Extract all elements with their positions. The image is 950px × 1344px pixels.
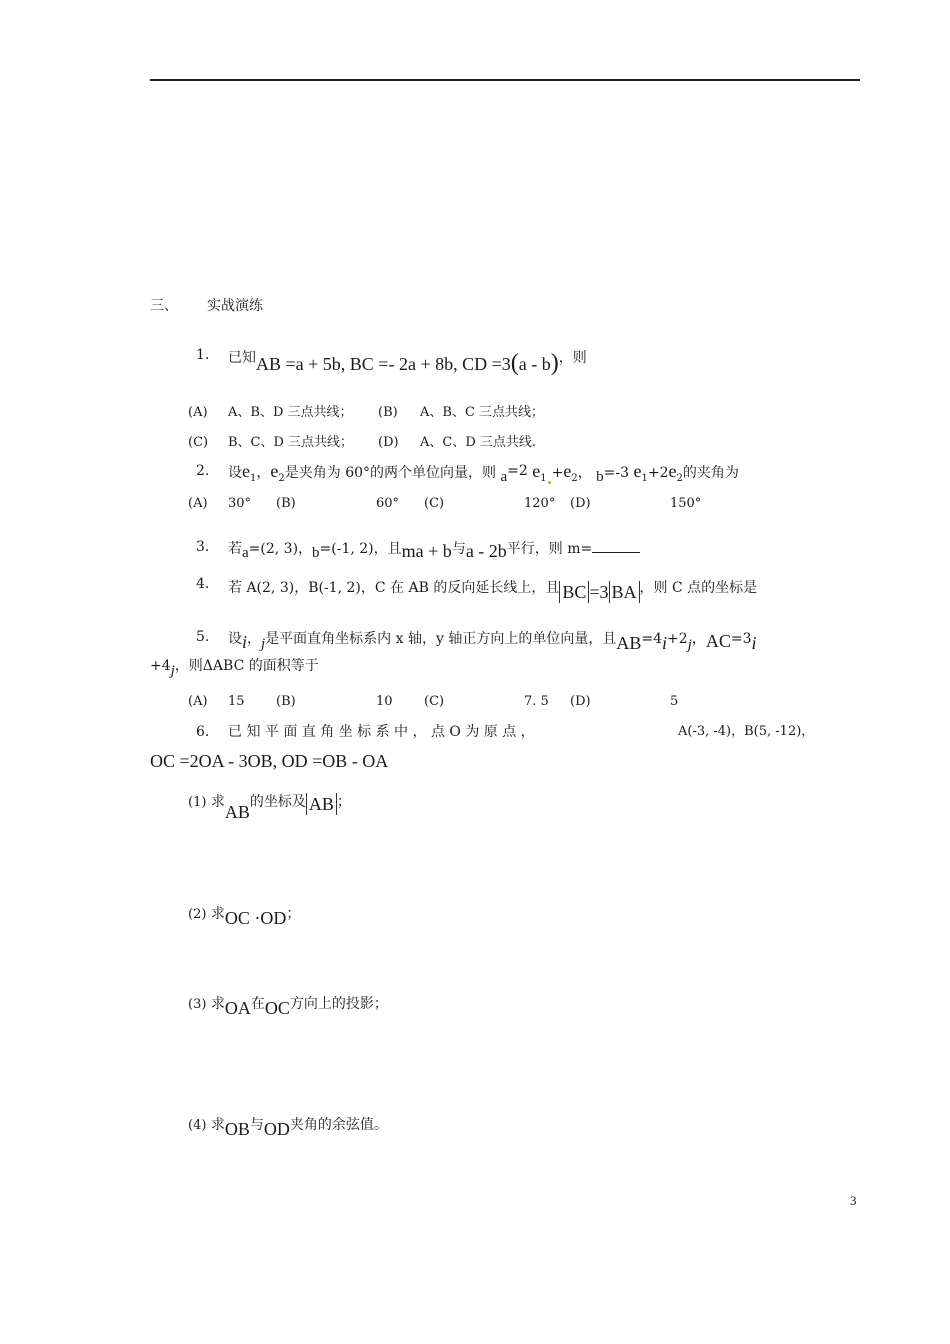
q3-vec-a: a xyxy=(242,545,249,561)
q5-option-c: 7. 5 xyxy=(524,694,549,709)
q6-part4-pre: 求 xyxy=(210,1117,225,1133)
q5-ac-j: j xyxy=(170,663,175,679)
section-number: 三、 xyxy=(150,298,178,314)
q1-option-a: A、B、D 三点共线； xyxy=(228,405,353,420)
q3-line xyxy=(228,538,640,561)
q2-e1: e xyxy=(242,461,250,481)
q5-plus2: +2 xyxy=(667,631,688,647)
q2-option-c-label: (C) xyxy=(424,496,445,511)
q2-e2-sub: 2 xyxy=(278,473,285,484)
q2-option-a: 30° xyxy=(228,496,252,511)
q2-a-eq: =2 xyxy=(507,463,528,479)
q4-eq: =3 xyxy=(589,582,609,602)
q4-line xyxy=(228,575,758,602)
q1-option-a-label: (A) xyxy=(188,405,208,420)
q5-option-a: 15 xyxy=(228,694,245,709)
q3-vec-b: b xyxy=(312,545,320,561)
q2-pre: 设 xyxy=(228,465,242,481)
q5-option-a-label: (A) xyxy=(188,694,208,709)
q3-number: 3. xyxy=(196,539,210,555)
q6-part3-vec-oc: OC xyxy=(264,998,290,1018)
q3-formula-1: ma + b xyxy=(401,541,452,561)
q1-formula-inner: a - b xyxy=(518,354,551,374)
q2-option-a-label: (A) xyxy=(188,496,208,511)
q3-answer-blank[interactable] xyxy=(592,540,640,553)
q2-vec-b: b xyxy=(596,469,604,485)
q1-line xyxy=(228,346,587,376)
q5-sep: ， xyxy=(691,631,706,647)
q6-part1-vec: AB xyxy=(224,802,250,822)
q1-pre: 已知 xyxy=(228,350,256,366)
q6-formula: OC =2OA - 3OB, OD =OB - OA xyxy=(150,751,389,771)
q3-b-val: =(-1, 2)，且 xyxy=(319,541,402,557)
q6-part1-pre: 求 xyxy=(210,794,225,810)
q1-formula xyxy=(256,350,559,376)
q6-part4-vec-ob: OB xyxy=(224,1119,250,1139)
q2-a-e1-sub: 1 xyxy=(540,473,547,484)
q2-b-e1-sub: 1 xyxy=(641,473,648,484)
q5-option-d: 5 xyxy=(670,694,679,709)
q5-option-d-label: (D) xyxy=(570,694,591,709)
q2-e1-sub: 1 xyxy=(250,473,257,484)
q6-part3-num: (3) xyxy=(188,997,207,1012)
q6-part2-num: (2) xyxy=(188,907,207,922)
q6-part4-mid: 与 xyxy=(249,1117,264,1133)
q6-part1-num: (1) xyxy=(188,795,207,810)
q6-part3-mid: 在 xyxy=(250,996,265,1012)
q5-ab-j: j xyxy=(687,637,692,653)
q3-a-val: =(2, 3)， xyxy=(248,541,313,557)
q6-part2-post: ； xyxy=(286,906,301,922)
q2-option-d: 150° xyxy=(670,496,702,511)
q6-text: 已 知 平 面 直 角 坐 标 系 中 ， 点 O 为 原 点 ， xyxy=(228,724,535,740)
q2-b-e2: e xyxy=(668,461,677,481)
q6-part1-abs: AB xyxy=(306,793,337,815)
q1-option-d-label: (D) xyxy=(378,435,399,450)
q1-paren-close: ) xyxy=(550,350,559,376)
q5-vec-ab: AB xyxy=(616,633,642,653)
q1-option-b-label: (B) xyxy=(378,405,398,420)
q5-ac-i: i xyxy=(751,633,757,653)
q6-part3-post: 方向上的投影； xyxy=(289,996,388,1012)
q6-coords: A(-3, -4)，B(5, -12)， xyxy=(678,724,815,739)
q6-part2 xyxy=(188,903,301,928)
q1-option-b: A、B、C 三点共线； xyxy=(420,405,545,420)
q5-pre: 设 xyxy=(228,631,242,647)
q2-option-b: 60° xyxy=(376,496,400,511)
q2-sep: ， xyxy=(577,465,592,481)
q2-e2: e xyxy=(270,461,279,481)
q1-number: 1. xyxy=(196,347,210,363)
page-number: 3 xyxy=(850,1193,857,1208)
q5-ab-eq: =4 xyxy=(641,631,662,647)
q6-part1-mid: 的坐标及 xyxy=(249,794,306,810)
q5-ac-eq: =3 xyxy=(730,631,752,647)
q2-plus2: +2 xyxy=(647,465,669,481)
q2-option-d-label: (D) xyxy=(570,496,591,511)
q6-part4-post: 夹角的余弦值。 xyxy=(289,1117,388,1133)
q5-line-2 xyxy=(150,657,319,679)
q5-comma: ， xyxy=(247,631,262,647)
q3-post: 平行，则 m= xyxy=(506,541,593,557)
q1-paren-open: ( xyxy=(510,350,519,376)
q1-post: ，则 xyxy=(558,350,587,366)
q6-part4-num: (4) xyxy=(188,1118,207,1133)
q5-l2-post: ，则ΔABC 的面积等于 xyxy=(174,658,319,674)
q3-formula-2: a - 2b xyxy=(465,541,507,561)
q5-mid: 是平面直角坐标系内 x 轴，y 轴正方向上的单位向量，且 xyxy=(265,631,617,647)
q2-option-c: 120° xyxy=(524,496,556,511)
q6-part1 xyxy=(188,789,351,822)
q2-b-e1: e xyxy=(633,461,642,481)
q5-option-c-label: (C) xyxy=(424,694,445,709)
q5-l2-pre: +4 xyxy=(150,658,171,674)
q6-part3-vec-oa: OA xyxy=(224,998,251,1018)
q2-b-eq: =-3 xyxy=(603,465,630,481)
header-rule xyxy=(150,79,860,81)
q2-a-e2-sub: 2 xyxy=(571,473,578,484)
q4-abs-bc: BC xyxy=(559,581,589,603)
q6-part4-vec-od: OD xyxy=(263,1119,290,1139)
q6-part2-vec: OC ·OD xyxy=(224,908,287,928)
q5-number: 5. xyxy=(196,629,210,645)
q2-vec-a: a xyxy=(500,469,508,485)
q5-line-1 xyxy=(228,628,757,653)
q1-option-c-label: (C) xyxy=(188,435,209,450)
q2-tail: 的夹角为 xyxy=(682,465,739,481)
q2-a-e1: e xyxy=(532,461,541,481)
q5-ab-i: i xyxy=(662,633,668,653)
q6-part3-pre: 求 xyxy=(210,996,225,1012)
section-title: 实战演练 xyxy=(207,298,263,314)
q5-vec-i: i xyxy=(242,632,248,652)
q2-b-e2-sub: 2 xyxy=(676,473,683,484)
q4-post: ，则 C 点的坐标是 xyxy=(639,580,758,596)
q1-option-d: A、C、D 三点共线. xyxy=(420,435,537,450)
q2-number: 2. xyxy=(196,463,210,479)
q6-part2-pre: 求 xyxy=(210,906,225,922)
q4-number: 4. xyxy=(196,576,210,592)
q3-pre: 若 xyxy=(228,541,242,557)
q2-plus: + xyxy=(551,465,564,481)
q5-option-b-label: (B) xyxy=(276,694,296,709)
q4-abs-ba: BA xyxy=(609,581,640,603)
q2-mid: 是夹角为 60°的两个单位向量，则 xyxy=(284,465,497,481)
q5-option-b: 10 xyxy=(376,694,393,709)
q6-number: 6. xyxy=(196,724,210,740)
q2-mark xyxy=(548,481,551,484)
q1-option-c: B、C、D 三点共线； xyxy=(228,435,354,450)
q6-part4 xyxy=(188,1114,388,1139)
q6-part1-post: ； xyxy=(336,794,351,810)
q3-mid: 与 xyxy=(451,541,466,557)
q6-part3 xyxy=(188,993,388,1018)
q1-formula-main: AB =a + 5b, BC =- 2a + 8b, CD =3 xyxy=(256,354,511,374)
q5-vec-ac: AC xyxy=(705,631,731,651)
q5-vec-j: j xyxy=(261,636,266,652)
q2-line xyxy=(228,462,739,484)
q2-comma: ， xyxy=(256,465,271,481)
q2-option-b-label: (B) xyxy=(276,496,296,511)
q2-a-e2: e xyxy=(563,461,572,481)
q4-text: 若 A(2, 3)，B(-1, 2)，C 在 AB 的反向延长线上，且 xyxy=(228,580,560,596)
